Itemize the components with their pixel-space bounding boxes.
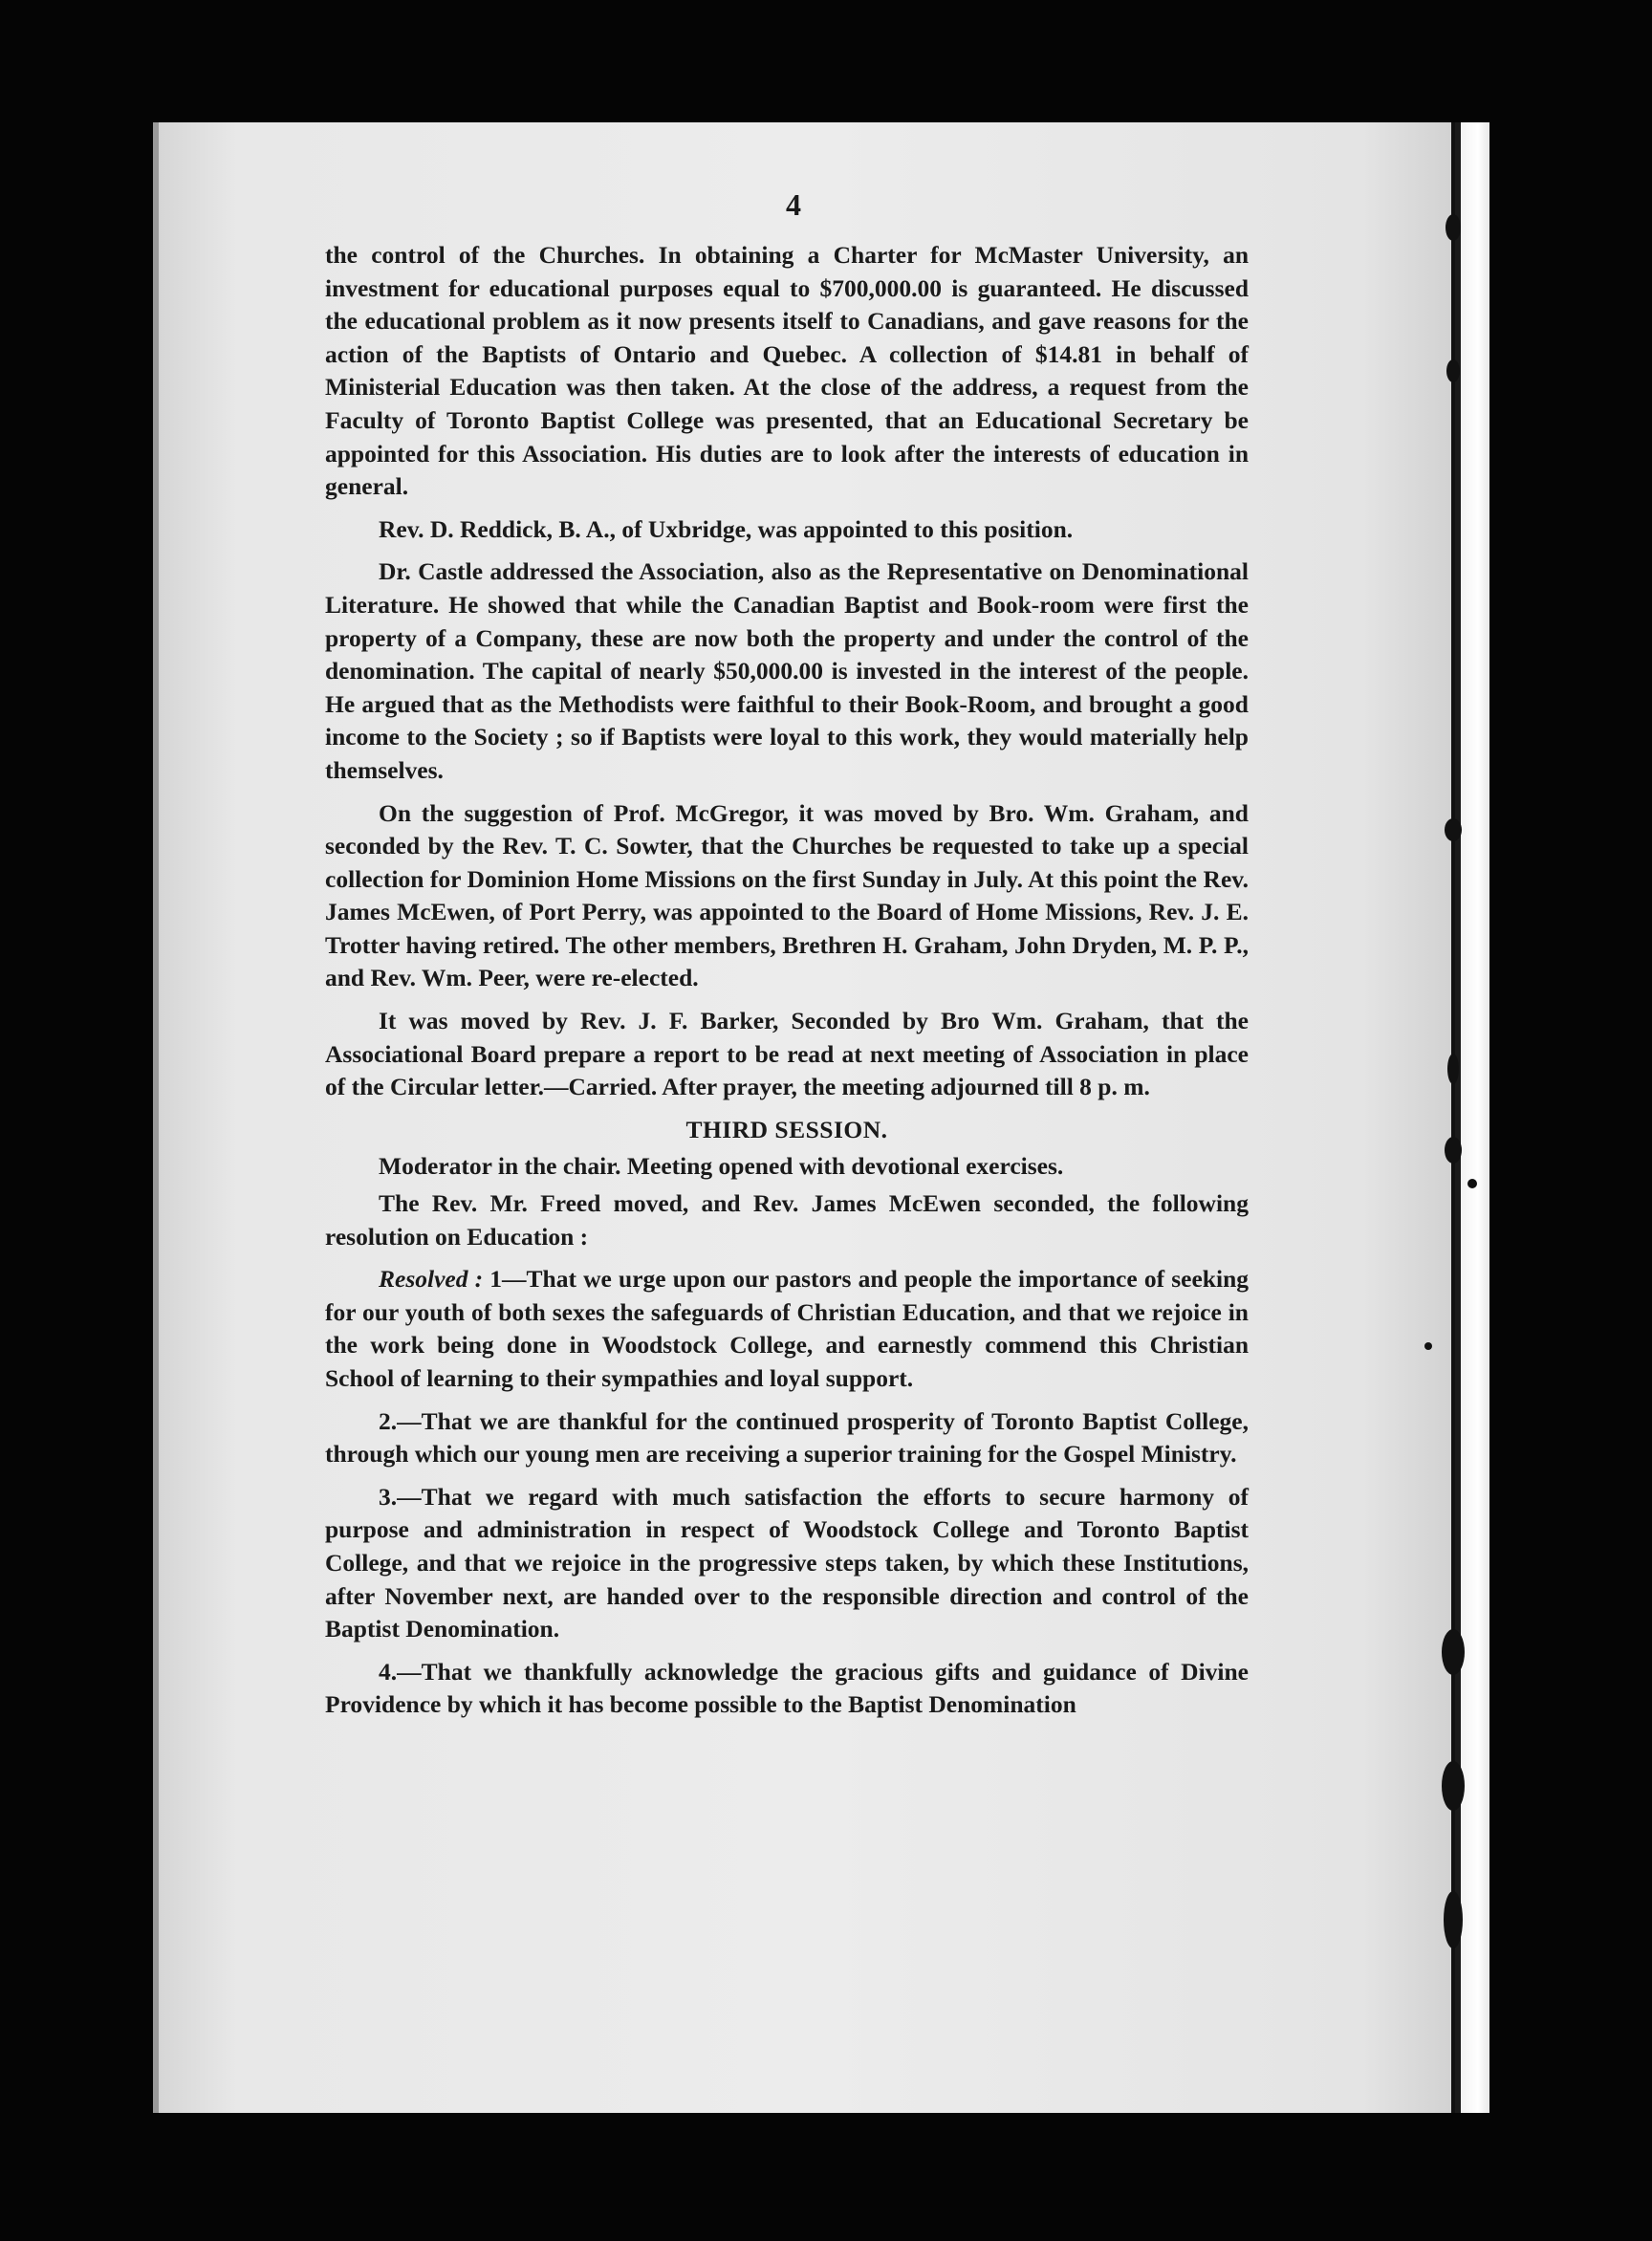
paragraph-charter: the control of the Churches. In obtaining a Charter for McMaster University, an investment for educational purposes equal to $700,000.00 is guaranteed. He discussed the educational problem as it now presents itself to Canadians, and gave reasons for the action of the Baptists of Ontario and Quebec. A collection of $14.81 in behalf of Ministerial Education was then taken. At the close of the address, a request from the Faculty of Toronto Baptist College was presented, that an Educational Secretary be appointed for this Association. His duties are to look after the interests of education in general. [325,241,1249,501]
paragraph-resolved-2: 2.—That we are thankful for the continued prosperity of Toronto Baptist College, through which our young men are receiving a superior training for the Gospel Ministry. [325,1406,1249,1469]
paragraph-reddick: Rev. D. Reddick, B. A., of Uxbridge, was appointed to this position. [379,514,1074,543]
document-body [325,182,1249,1731]
paragraph-associational-board: It was moved by Rev. J. F. Barker, Seconded by Bro Wm. Graham, that the Associational Board prepare a report to be read at next meeting of Association in place of the Circular letter.—Carried. After prayer, the meeting adjourned till 8 p. m. [325,1007,1249,1101]
paragraph-castle: Dr. Castle addressed the Association, also as the Representative on Denominational Literature. He showed that while the Canadian Baptist and Book-room were first the property of a Company, these are now both the property and under the control of the denomination. The capital of nearly $50,000.00 is invested in the interest of the people. He argued that as the Methodists were faithful to their Book-Room, and brought a good income to the Society ; so if Baptists were loyal to this work, they would materially help themselves. [325,557,1249,784]
paragraph-moderator: Moderator in the chair. Meeting opened with devotional exercises. [379,1152,1064,1181]
binding-strip [1461,122,1489,2113]
paragraph-resolved-4: 4.—That we thankfully acknowledge the gracious gifts and guidance of Divine Providence by which it has become possible to the Baptist Denomination [325,1657,1249,1719]
page-gutter-shadow [1451,122,1461,2113]
paragraph-resolution-intro: The Rev. Mr. Freed moved, and Rev. James McEwen seconded, the following resolution on Education : [325,1189,1249,1251]
paragraph-resolved-1 [325,1263,1249,1395]
resolved-label: Resolved : [379,1265,484,1294]
paragraph-resolved-3: 3.—That we regard with much satisfaction the efforts to secure harmony of purpose and administration in respect of Woodstock College and Toronto Baptist College, and that we rejoice in the progressive steps taken, by which these Institutions, after November next, are handed over to the responsible direction and control of the Baptist Denomination. [325,1482,1249,1643]
page-number: 4 [786,187,801,222]
section-heading: THIRD SESSION. [685,1115,888,1143]
paragraph-home-missions: On the suggestion of Prof. McGregor, it was moved by Bro. Wm. Graham, and seconded by the Rev. T. C. Sowter, that the Churches be requested to take up a special collection for Dominion Home Missions on the first Sunday in July. At this point the Rev. James McEwen, of Port Perry, was appointed to the Board of Home Missions, Rev. J. E. Trotter having retired. The other members, Brethren H. Graham, John Dryden, M. P. P., and Rev. Wm. Peer, were re-elected. [325,798,1249,992]
resolved-1-text: 1—That we urge upon our pastors and people the importance of seeking for our youth of both sexes the safeguards of Christian Education, and that we rejoice in the work being done in Woodstock College, and earnestly commend this Christian School of learning to their sympathies and loyal support. [325,1265,1249,1392]
